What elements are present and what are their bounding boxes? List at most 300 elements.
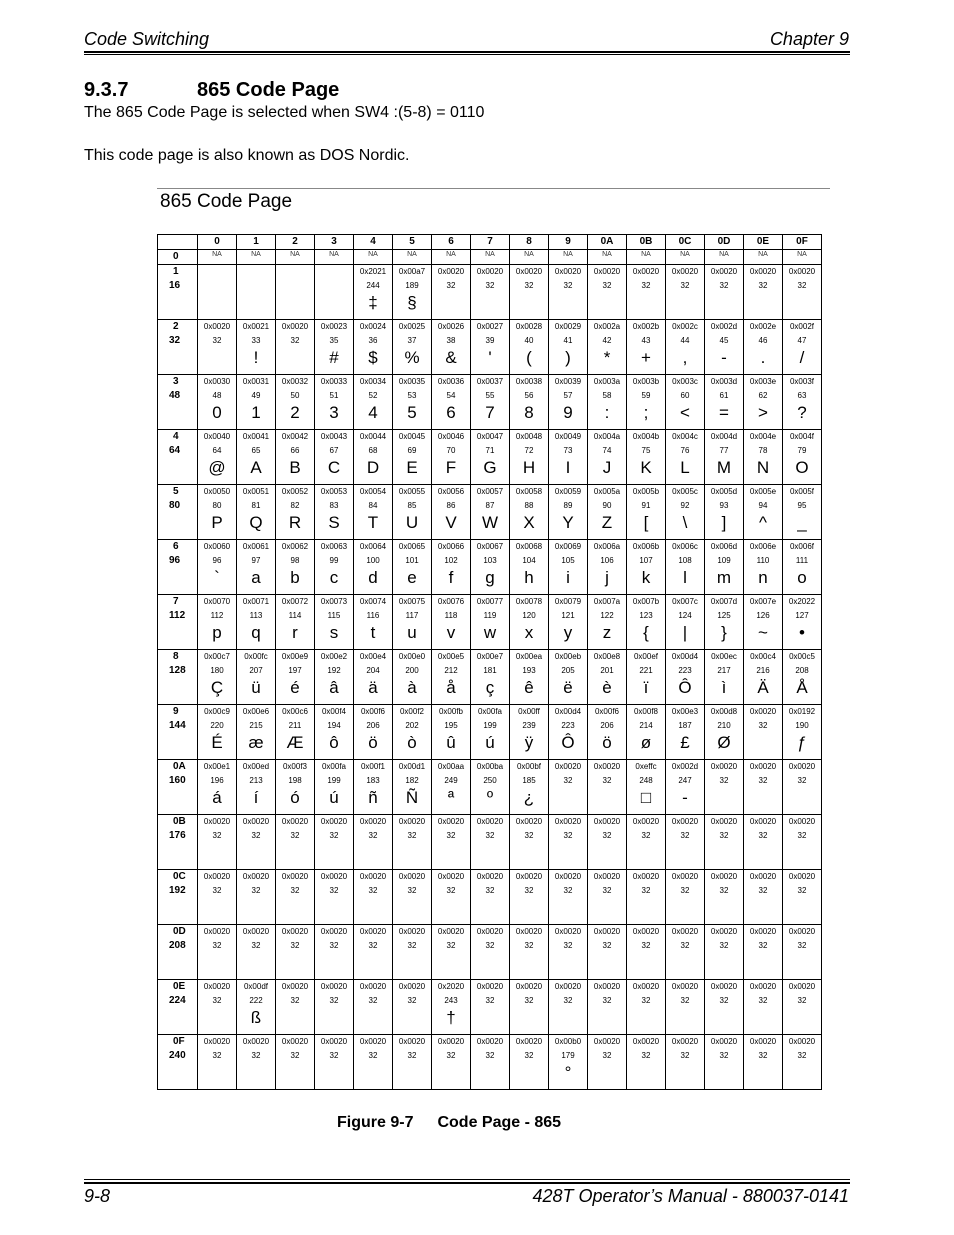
table-row [158,265,822,320]
decimal-value: 59 [641,391,651,400]
code-cell [354,265,393,320]
code-cell [276,595,315,650]
unicode-value: 0x0020 [632,817,660,826]
decimal-value: 57 [563,391,573,400]
decimal-value: 222 [249,996,263,1005]
decimal-value: 206 [600,721,614,730]
character-glyph: ç [485,678,495,697]
unicode-value: 0x0020 [203,927,231,936]
code-cell [627,265,666,320]
decimal-value: 58 [602,391,612,400]
unicode-value: 0x0020 [749,927,777,936]
decimal-value: 86 [446,501,456,510]
unicode-value: 0x2022 [788,597,816,606]
decimal-value: 105 [561,556,575,565]
code-cell [705,265,744,320]
decimal-value: 193 [522,666,536,675]
character-glyph [588,1008,626,1028]
character-glyph: Z [601,513,613,532]
unicode-value: 0x0020 [710,267,738,276]
unicode-value: 0x0050 [203,487,231,496]
code-cell [354,925,393,980]
code-cell [627,925,666,980]
character-glyph: ô [329,733,339,752]
character-glyph: / [799,348,805,367]
column-header-cell [783,235,822,250]
decimal-value [198,279,236,293]
code-cell [549,1035,588,1090]
code-cell [705,925,744,980]
code-cell [705,250,744,265]
row-header-label: 7 [173,596,179,607]
decimal-value: 32 [758,1051,768,1060]
code-cell [783,250,822,265]
unicode-value: 0x0020 [281,817,309,826]
character-glyph [393,843,431,863]
code-cell [276,650,315,705]
decimal-value: 32 [407,886,417,895]
code-cell [627,1035,666,1090]
decimal-value: 118 [444,611,458,620]
code-cell [393,430,432,485]
code-cell [666,705,705,760]
header-rule [84,51,850,53]
unicode-value: 0x0020 [632,982,660,991]
character-glyph: ì [721,678,727,697]
character-glyph [510,898,548,918]
unicode-value: 0x0020 [437,927,465,936]
code-cell [510,705,549,760]
column-header-label: 4 [370,236,376,247]
unicode-value: 0x003d [710,377,738,386]
decimal-value: 220 [210,721,224,730]
decimal-value: 32 [602,831,612,840]
unicode-value: 0x0020 [632,927,660,936]
code-cell [471,595,510,650]
column-header-cell [432,235,471,250]
unicode-value: 0x0020 [437,1037,465,1046]
figure-title: Code Page - 865 [437,1114,562,1131]
column-header-cell [705,235,744,250]
character-glyph: 2 [290,403,300,422]
code-cell [588,320,627,375]
unicode-value: 0x00f8 [633,707,659,716]
unicode-value: 0x0020 [593,817,621,826]
code-cell [315,980,354,1035]
code-cell [744,870,783,925]
unicode-value: 0x005a [593,487,621,496]
decimal-value: 32 [758,831,768,840]
code-cell [549,760,588,815]
character-glyph: ( [526,348,532,367]
code-cell [315,595,354,650]
character-glyph: ~ [758,623,768,642]
character-glyph: † [446,1008,456,1027]
code-cell [549,815,588,870]
code-cell [354,320,393,375]
header-chapter: Chapter 9 [769,29,849,49]
code-cell [588,540,627,595]
code-cell [705,760,744,815]
row-header-decimal: 208 [169,940,186,951]
code-cell [627,760,666,815]
decimal-value: 210 [717,721,731,730]
decimal-value: 33 [251,336,261,345]
code-cell [666,540,705,595]
character-glyph: ÿ [524,733,534,752]
decimal-value: 32 [641,941,651,950]
code-cell [783,760,822,815]
unicode-value: 0x00e5 [437,652,465,661]
unicode-value: 0x0020 [671,1037,699,1046]
character-glyph: N [756,458,770,477]
unicode-value: 0x0020 [398,982,426,991]
section-title: 865 Code Page [197,79,340,101]
character-glyph: ú [329,788,339,807]
row-header-decimal: 96 [169,555,181,566]
code-cell [783,870,822,925]
character-glyph: í [253,788,259,807]
decimal-value: 68 [368,446,378,455]
na-label: NA [446,251,456,258]
unicode-value: 0x00fa [321,762,347,771]
unicode-value: 0x0057 [476,487,504,496]
decimal-value [237,279,275,293]
character-glyph: Ä [757,678,769,697]
code-cell [432,430,471,485]
decimal-value: 78 [758,446,768,455]
code-cell [432,815,471,870]
decimal-value: 32 [563,996,573,1005]
code-cell [471,265,510,320]
character-glyph [510,1063,548,1083]
decimal-value: 32 [797,941,807,950]
character-glyph [276,953,314,973]
unicode-value: 0x00d4 [671,652,699,661]
code-cell [744,375,783,430]
code-cell [276,485,315,540]
decimal-value: 32 [719,886,729,895]
character-glyph: E [406,458,418,477]
code-cell [588,430,627,485]
unicode-value: 0x0045 [398,432,426,441]
character-glyph [354,1008,392,1028]
character-glyph: J [602,458,612,477]
decimal-value: 32 [407,996,417,1005]
unicode-value: 0x002f [789,322,815,331]
decimal-value: 126 [756,611,770,620]
code-cell [510,650,549,705]
decimal-value: 77 [719,446,729,455]
character-glyph [237,898,275,918]
decimal-value: 211 [288,721,302,730]
row-header-decimal: 32 [169,335,181,346]
row-header-label: 0A [173,761,186,772]
column-header-label: 6 [448,236,454,247]
character-glyph: ) [565,348,571,367]
unicode-value: 0x2020 [437,982,465,991]
unicode-value: 0x0020 [593,267,621,276]
decimal-value: 110 [756,556,770,565]
character-glyph [744,733,782,753]
decimal-value: 32 [368,996,378,1005]
code-cell [432,705,471,760]
unicode-value: 0x0066 [437,542,465,551]
code-cell [666,250,705,265]
code-cell [198,430,237,485]
code-cell [393,760,432,815]
code-cell [393,595,432,650]
row-header-decimal: 16 [169,280,181,291]
unicode-value: 0x0031 [242,377,270,386]
code-cell [315,430,354,485]
code-cell [666,595,705,650]
character-glyph: æ [248,733,264,752]
code-cell [471,320,510,375]
unicode-value: 0x00ff [518,707,540,716]
character-glyph [549,843,587,863]
column-header-label: 0C [678,236,692,247]
code-cell [705,485,744,540]
character-glyph [393,898,431,918]
unicode-value: 0x00e2 [320,652,348,661]
unicode-value: 0x00e7 [476,652,504,661]
character-glyph: O [795,458,809,477]
code-cell [276,760,315,815]
decimal-value: 32 [485,281,495,290]
row-header-label: 2 [173,321,179,332]
decimal-value: 47 [797,336,807,345]
character-glyph: = [719,403,729,422]
unicode-value: 0x005e [749,487,777,496]
decimal-value: 89 [563,501,573,510]
code-cell [471,430,510,485]
unicode-value: 0xeffc [635,762,657,771]
unicode-value: 0x00f2 [399,707,425,716]
unicode-value: 0x0020 [593,1037,621,1046]
row-header-label: 9 [173,706,179,717]
character-glyph [198,348,236,368]
unicode-value: 0x0073 [320,597,348,606]
code-page-table [157,234,822,1090]
decimal-value: 73 [563,446,573,455]
character-glyph: e [407,568,417,587]
character-glyph: h [524,568,534,587]
row-header-label: 0 [173,251,179,262]
row-header-decimal: 48 [169,390,181,401]
unicode-value [237,265,275,279]
character-glyph [354,843,392,863]
character-glyph: f [448,568,454,587]
character-glyph [783,1063,821,1083]
decimal-value: 249 [444,776,458,785]
decimal-value: 71 [485,446,495,455]
paragraph-selection: The 865 Code Page is selected when SW4 :(5-8) = 0110 [84,104,485,121]
character-glyph [666,953,704,973]
unicode-value: 0x0053 [320,487,348,496]
code-cell [705,870,744,925]
code-cell [315,540,354,595]
decimal-value: 32 [602,941,612,950]
row-header-cell [158,1035,198,1090]
code-cell [315,870,354,925]
decimal-value: 32 [641,281,651,290]
code-cell [276,925,315,980]
unicode-value: 0x003a [593,377,621,386]
table-row [158,320,822,375]
row-header-label: 3 [173,376,179,387]
decimal-value: 32 [329,886,339,895]
decimal-value: 124 [678,611,692,620]
unicode-value: 0x00d1 [398,762,426,771]
code-cell [744,320,783,375]
code-cell [588,925,627,980]
unicode-value: 0x003b [632,377,660,386]
column-header-label: 8 [526,236,532,247]
column-header-row [158,235,822,250]
character-glyph: @ [208,458,226,477]
code-cell [783,485,822,540]
unicode-value: 0x0020 [554,762,582,771]
code-cell [627,250,666,265]
character-glyph [783,1008,821,1028]
character-glyph: Ô [678,678,692,697]
row-header-label: 8 [173,651,179,662]
character-glyph [393,1008,431,1028]
decimal-value: 90 [602,501,612,510]
code-cell [510,250,549,265]
character-glyph [198,293,236,313]
row-header-cell [158,540,198,595]
code-cell [588,760,627,815]
code-cell [237,375,276,430]
code-cell [588,250,627,265]
unicode-value: 0x0020 [710,817,738,826]
row-header-decimal: 160 [169,775,186,786]
character-glyph: ‡ [368,293,378,312]
character-glyph: 5 [407,403,417,422]
row-header-decimal: 80 [169,500,181,511]
decimal-value: 49 [251,391,261,400]
code-page-figure [157,188,830,1090]
unicode-value: 0x0020 [515,927,543,936]
character-glyph: 8 [524,403,534,422]
character-glyph: ¿ [523,788,535,807]
unicode-value: 0x0020 [788,762,816,771]
unicode-value: 0x0020 [515,1037,543,1046]
code-cell [471,375,510,430]
unicode-value: 0x004e [749,432,777,441]
column-header-cell [315,235,354,250]
decimal-value: 32 [680,281,690,290]
decimal-value: 48 [212,391,222,400]
column-header-cell [471,235,510,250]
character-glyph [510,1008,548,1028]
code-cell [237,705,276,760]
code-cell [198,375,237,430]
row-header-cell [158,430,198,485]
decimal-value: 123 [639,611,653,620]
decimal-value: 32 [602,1051,612,1060]
code-cell [354,540,393,595]
unicode-value: 0x0020 [593,927,621,936]
unicode-value: 0x002b [632,322,660,331]
row-header-cell [158,980,198,1035]
code-cell [198,485,237,540]
row-header-cell [158,705,198,760]
column-header-cell [276,235,315,250]
table-title: 865 Code Page [160,191,293,212]
na-label: NA [212,251,222,258]
code-cell [315,375,354,430]
decimal-value: 32 [758,281,768,290]
unicode-value: 0x0049 [554,432,582,441]
unicode-value: 0x0020 [788,872,816,881]
corner-cell [158,235,198,250]
character-glyph: d [368,568,378,587]
character-glyph: 4 [368,403,378,422]
decimal-value: 179 [561,1051,575,1060]
decimal-value [315,279,353,293]
table-row [158,595,822,650]
character-glyph [627,293,665,313]
unicode-value: 0x0020 [749,817,777,826]
unicode-value: 0x003f [789,377,815,386]
code-cell [744,265,783,320]
character-glyph: + [641,348,651,367]
character-glyph [627,898,665,918]
character-glyph [588,898,626,918]
decimal-value: 32 [641,1051,651,1060]
decimal-value: 97 [251,556,261,565]
unicode-value: 0x0020 [281,927,309,936]
unicode-value: 0x00e8 [593,652,621,661]
code-cell [744,650,783,705]
decimal-value: 32 [797,831,807,840]
character-glyph: * [603,348,611,367]
row-header-label: 1 [173,266,179,277]
code-cell [198,595,237,650]
unicode-value: 0x002d [671,762,699,771]
unicode-value [315,265,353,279]
decimal-value: 102 [444,556,458,565]
code-cell [627,540,666,595]
character-glyph: ø [640,733,652,752]
unicode-value: 0x00ea [515,652,543,661]
unicode-value: 0x0020 [359,927,387,936]
row-header-cell [158,815,198,870]
unicode-value: 0x0030 [203,377,231,386]
character-glyph [393,1063,431,1083]
decimal-value: 85 [407,501,417,510]
code-cell [588,485,627,540]
decimal-value: 113 [249,611,263,620]
decimal-value: 45 [719,336,729,345]
code-cell [393,265,432,320]
character-glyph [354,953,392,973]
decimal-value: 32 [641,886,651,895]
unicode-value [276,265,314,279]
character-glyph [549,293,587,313]
code-cell [237,650,276,705]
unicode-value: 0x0020 [281,322,309,331]
character-glyph [588,1063,626,1083]
code-cell [198,1035,237,1090]
code-cell [471,540,510,595]
character-glyph [744,953,782,973]
decimal-value [276,279,314,293]
decimal-value: 32 [758,721,768,730]
